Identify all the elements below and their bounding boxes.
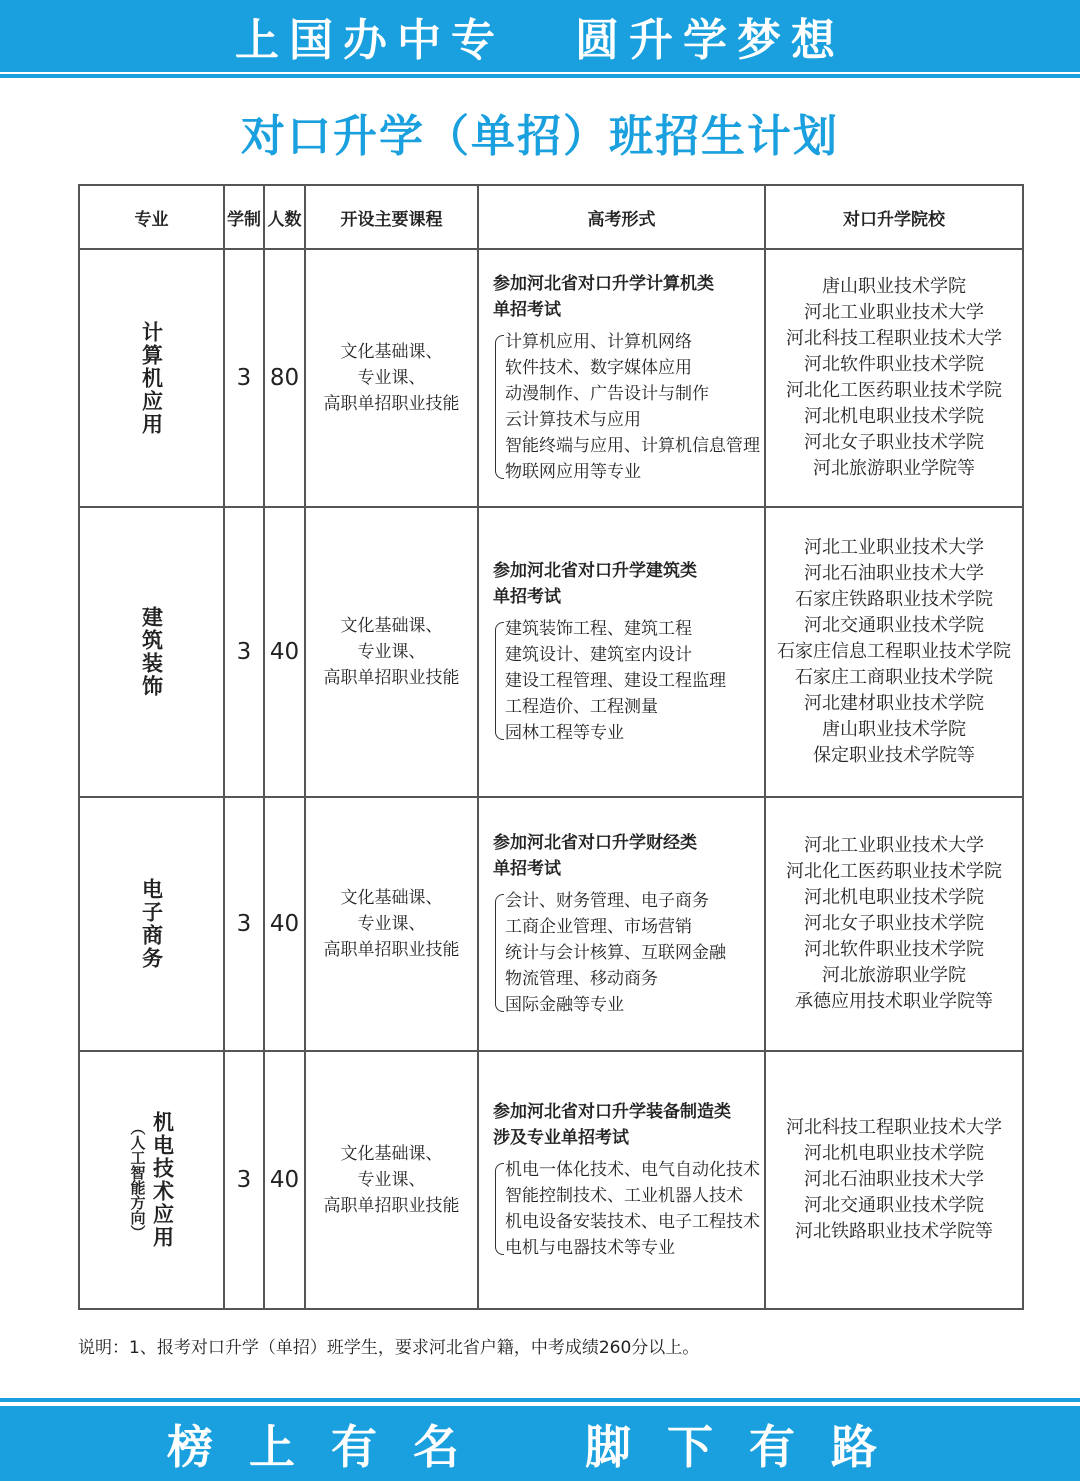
- school-item: 河北交通职业技术学院: [804, 615, 984, 636]
- school-item: 承德应用技术职业学院等: [795, 991, 993, 1012]
- exam-major-item: 机电一体化技术、电气自动化技术: [505, 1160, 760, 1180]
- schools-cell: [766, 250, 1022, 506]
- exam-cell: [479, 1052, 766, 1308]
- exam-title-line: 单招考试: [493, 300, 561, 320]
- exam-major-item: 物流管理、移动商务: [505, 969, 658, 989]
- exam-major-item: 软件技术、数字媒体应用: [505, 358, 692, 378]
- course-line: 专业课、: [357, 642, 426, 662]
- brace-icon: [495, 335, 504, 479]
- exam-major-item: 机电设备安装技术、电子工程技术: [505, 1212, 760, 1232]
- courses-cell: [306, 1052, 479, 1308]
- bottom-slogan-left: 榜上有名: [167, 1419, 495, 1474]
- exam-title: [493, 1099, 764, 1151]
- major-cell: [80, 1052, 225, 1308]
- exam-title: [493, 830, 764, 882]
- header-count: 人数: [265, 186, 306, 248]
- top-banner: [0, 0, 1080, 72]
- exam-cell: [479, 250, 766, 506]
- school-item: 河北建材职业技术学院: [804, 693, 984, 714]
- major-cell: [80, 798, 225, 1050]
- bottom-slogan: [167, 1411, 913, 1477]
- school-item: 河北石油职业技术大学: [804, 563, 984, 584]
- table-row: [80, 798, 1022, 1052]
- bottom-slogan-right: 脚下有路: [585, 1419, 913, 1474]
- courses-cell: [306, 508, 479, 796]
- exam-major-item: 智能控制技术、工业机器人技术: [505, 1186, 743, 1206]
- school-item: 河北工业职业技术大学: [804, 835, 984, 856]
- header-schools: 对口升学院校: [843, 209, 945, 230]
- count-cell: 40: [265, 798, 306, 1050]
- exam-majors: [493, 1157, 764, 1261]
- major-cell: [80, 508, 225, 796]
- brace-icon: [495, 1163, 504, 1255]
- course-line: 文化基础课、: [340, 616, 443, 636]
- exam-major-item: 国际金融等专业: [505, 995, 624, 1015]
- exam-title-line: 参加河北省对口升学计算机类: [493, 274, 714, 294]
- courses-cell: [306, 250, 479, 506]
- school-item: 河北旅游职业学院: [822, 965, 966, 986]
- exam-title: [493, 558, 764, 610]
- header-years: 学制: [225, 186, 265, 248]
- schools-cell: [766, 798, 1022, 1050]
- bottom-divider: [0, 1398, 1080, 1402]
- footnote: 说明：1、报考对口升学（单招）班学生，要求河北省户籍，中考成绩260分以上。: [78, 1338, 700, 1358]
- top-divider: [0, 74, 1080, 78]
- major-name: 建筑装饰: [139, 606, 164, 698]
- bottom-banner: [0, 1406, 1080, 1481]
- school-item: 河北旅游职业学院等: [813, 458, 975, 479]
- table-header-row: [80, 186, 1022, 250]
- exam-majors: [493, 616, 764, 746]
- exam-cell: [479, 798, 766, 1050]
- exam-major-item: 建筑装饰工程、建筑工程: [505, 619, 692, 639]
- count-cell: 80: [265, 250, 306, 506]
- brace-icon: [495, 622, 504, 740]
- exam-major-item: 工程造价、工程测量: [505, 697, 658, 717]
- exam-majors: [493, 888, 764, 1018]
- major-name: 计算机应用: [139, 320, 164, 436]
- brace-icon: [495, 894, 504, 1012]
- course-line: 专业课、: [357, 368, 426, 388]
- exam-title-line: 单招考试: [493, 587, 561, 607]
- table-row: [80, 508, 1022, 798]
- exam-major-item: 动漫制作、广告设计与制作: [505, 384, 709, 404]
- count-cell: 40: [265, 508, 306, 796]
- header-exam: 高考形式: [479, 186, 766, 248]
- school-item: 保定职业技术学院等: [813, 745, 975, 766]
- schools-cell: [766, 1052, 1022, 1308]
- header-courses: 开设主要课程: [306, 186, 479, 248]
- exam-title-line: 参加河北省对口升学财经类: [493, 833, 697, 853]
- course-line: 高职单招职业技能: [323, 1196, 460, 1216]
- top-slogan-left: 上国办中专: [235, 15, 505, 66]
- page-title: 对口升学（单招）班招生计划: [241, 111, 839, 162]
- exam-major-item: 电机与电器技术等专业: [505, 1238, 675, 1258]
- school-item: 唐山职业技术学院: [822, 276, 966, 297]
- school-item: 河北工业职业技术大学: [804, 302, 984, 323]
- school-item: 河北软件职业技术学院: [804, 939, 984, 960]
- years-cell: 3: [225, 250, 265, 506]
- course-line: 文化基础课、: [340, 342, 443, 362]
- table-row: [80, 1052, 1022, 1308]
- count-cell: 40: [265, 1052, 306, 1308]
- exam-major-item: 园林工程等专业: [505, 723, 624, 743]
- major-note: （人工智能方向）: [128, 1120, 147, 1240]
- exam-title-line: 参加河北省对口升学建筑类: [493, 561, 697, 581]
- major-name: 机电技术应用: [150, 1111, 175, 1249]
- years-cell: 3: [225, 1052, 265, 1308]
- exam-title-line: 涉及专业单招考试: [493, 1128, 629, 1148]
- course-line: 高职单招职业技能: [323, 668, 460, 688]
- school-item: 河北软件职业技术学院: [804, 354, 984, 375]
- school-item: 河北工业职业技术大学: [804, 537, 984, 558]
- course-line: 专业课、: [357, 914, 426, 934]
- schools-cell: [766, 508, 1022, 796]
- exam-major-item: 云计算技术与应用: [505, 410, 641, 430]
- top-slogan: [235, 4, 845, 68]
- exam-major-item: 会计、财务管理、电子商务: [505, 891, 709, 911]
- school-item: 河北机电职业技术学院: [804, 406, 984, 427]
- header-major: 专业: [80, 186, 225, 248]
- exam-major-item: 计算机应用、计算机网络: [505, 332, 692, 352]
- exam-major-item: 建筑设计、建筑室内设计: [505, 645, 692, 665]
- courses-cell: [306, 798, 479, 1050]
- school-item: 河北女子职业技术学院: [804, 913, 984, 934]
- course-line: 文化基础课、: [340, 1144, 443, 1164]
- school-item: 河北石油职业技术大学: [804, 1169, 984, 1190]
- school-item: 石家庄信息工程职业技术学院: [777, 641, 1011, 662]
- school-item: 石家庄铁路职业技术学院: [795, 589, 993, 610]
- exam-major-item: 物联网应用等专业: [505, 462, 641, 482]
- course-line: 文化基础课、: [340, 888, 443, 908]
- course-line: 高职单招职业技能: [323, 394, 460, 414]
- exam-majors: [493, 329, 764, 485]
- school-item: 河北女子职业技术学院: [804, 432, 984, 453]
- course-line: 高职单招职业技能: [323, 940, 460, 960]
- top-slogan-right: 圆升学梦想: [575, 15, 845, 66]
- school-item: 唐山职业技术学院: [822, 719, 966, 740]
- course-line: 专业课、: [357, 1170, 426, 1190]
- exam-title: [493, 271, 764, 323]
- school-item: 石家庄工商职业技术学院: [795, 667, 993, 688]
- school-item: 河北科技工程职业技术大学: [786, 328, 1002, 349]
- exam-title-line: 参加河北省对口升学装备制造类: [493, 1102, 731, 1122]
- school-item: 河北机电职业技术学院: [804, 887, 984, 908]
- major-name: 电子商务: [139, 878, 164, 970]
- years-cell: 3: [225, 508, 265, 796]
- school-item: 河北科技工程职业技术大学: [786, 1117, 1002, 1138]
- school-item: 河北铁路职业技术学院等: [795, 1221, 993, 1242]
- enrollment-table: [78, 184, 1024, 1310]
- exam-major-item: 智能终端与应用、计算机信息管理: [505, 436, 760, 456]
- exam-title-line: 单招考试: [493, 859, 561, 879]
- exam-major-item: 工商企业管理、市场营销: [505, 917, 692, 937]
- school-item: 河北化工医药职业技术学院: [786, 861, 1002, 882]
- years-cell: 3: [225, 798, 265, 1050]
- major-cell: [80, 250, 225, 506]
- exam-major-item: 建设工程管理、建设工程监理: [505, 671, 726, 691]
- exam-major-item: 统计与会计核算、互联网金融: [505, 943, 726, 963]
- school-item: 河北化工医药职业技术学院: [786, 380, 1002, 401]
- table-row: [80, 250, 1022, 508]
- school-item: 河北机电职业技术学院: [804, 1143, 984, 1164]
- school-item: 河北交通职业技术学院: [804, 1195, 984, 1216]
- exam-cell: [479, 508, 766, 796]
